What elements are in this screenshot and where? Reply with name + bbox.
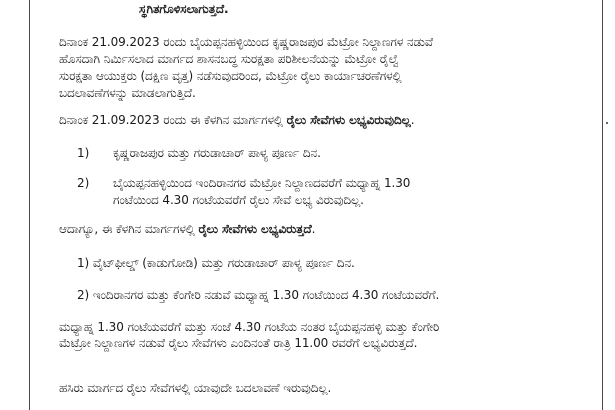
list1-item-2-line-1: ಬೈಯಪ್ಪನಹಳ್ಳಿಯಿಂದ ಇಂದಿರಾನಗರ ಮೆಟ್ರೋ ನಿಲ್ದಾಣದವರೆಗೆ ಮಧ್ಯಾಹ್ನ 1.30 (113, 176, 411, 190)
para3 (59, 222, 315, 236)
para3-prefix: ಆದಾಗ್ಯೂ, ಈ ಕೆಳಗಿನ ಮಾರ್ಗಗಳಲ್ಲಿ (59, 222, 199, 236)
para1-line-4: ಬದಲಾವಣೆಗಳನ್ನು ಮಾಡಲಾಗುತ್ತಿದೆ. (59, 86, 196, 100)
para1-line-1: ದಿನಾಂಕ 21.09.2023 ರಂದು ಬೈಯಪ್ಪನಹಳ್ಳಿಯಿಂದ ಕೃಷ್ಣರಾಜಪುರ ಮೆಟ್ರೋ ನಿಲ್ದಾಣಗಳ ನಡುವೆ (59, 35, 433, 49)
list2-item-2: 2) ಇಂದಿರಾನಗರ ಮತ್ತು ಕೆಂಗೇರಿ ನಡುವೆ ಮಧ್ಯಾಹ್ನ 1.30 ಗಂಟೆಯಿಂದ 4.30 ಗಂಟೆಯವರೆಗೆ. (77, 288, 440, 302)
para1-line-2: ಹೊಸದಾಗಿ ನಿರ್ಮಿಸಲಾದ ಮಾರ್ಗದ ಶಾಸನಬದ್ಧ ಸುರಕ್ಷತಾ ಪರಿಶೀಲನೆಯನ್ನು ಮೆಟ್ರೋ ರೈಲ್ವೆ (59, 52, 399, 66)
para2-suffix: . (410, 113, 415, 127)
para1-line-3: ಸುರಕ್ಷತಾ ಆಯುಕ್ತರು (ದಕ್ಷಿಣ ವೃತ್ತ) ನಡೆಸುವುದರಿಂದ, ಮೆಟ್ರೋ ರೈಲು ಕಾರ್ಯಾಚರಣೆಗಳಲ್ಲಿ (59, 69, 402, 83)
list1-item-1: ಕೃಷ್ಣರಾಜಪುರ ಮತ್ತು ಗರುಡಾಚಾರ್ ಪಾಳ್ಯ ಪೂರ್ಣ ದಿನ. (113, 146, 321, 160)
para2-bold: ರೈಲು ಸೇವೆಗಳು ಲಭ್ಯವಿರುವುದಿಲ್ಲ (286, 113, 411, 127)
para2-prefix: ದಿನಾಂಕ 21.09.2023 ರಂದು ಈ ಕೆಳಗಿನ ಮಾರ್ಗಗಳಲ್ಲಿ (59, 113, 287, 127)
list1-num-2: 2) (77, 176, 90, 190)
list1-num-1: 1) (77, 146, 90, 160)
heading-line: ಸ್ಥಗಿತಗೊಳಿಸಲಾಗುತ್ತದೆ. (139, 2, 229, 16)
para3-bold: ರೈಲು ಸೇವೆಗಳು ಲಭ್ಯವಿರುತ್ತದೆ (198, 222, 312, 236)
para4-line-1: ಮಧ್ಯಾಹ್ನ 1.30 ಗಂಟೆಯವರೆಗೆ ಮತ್ತು ಸಂಜೆ 4.30 ಗಂಟೆಯ ನಂತರ ಬೈಯಪ್ಪನಹಳ್ಳಿ ಮತ್ತು ಕೆಂಗೇರಿ (59, 320, 440, 334)
para4-line-2: ಮೆಟ್ರೋ ನಿಲ್ದಾಣಗಳ ನಡುವೆ ರೈಲು ಸೇವೆಗಳು ಎಂದಿನಂತೆ ರಾತ್ರಿ 11.00 ರವರೆಗೆ ಲಭ್ಯವಿರುತ್ತದೆ. (59, 336, 418, 350)
para2 (59, 113, 414, 127)
para3-suffix: . (311, 222, 316, 236)
list1-item-2-line-2: ಗಂಟೆಯಿಂದ 4.30 ಗಂಟೆಯವರೆಗೆ ರೈಲು ಸೇವೆ ಲಭ್ಯ ವಿರುವುದಿಲ್ಲ. (113, 193, 364, 207)
page-mark (606, 122, 608, 124)
para5: ಹಸಿರು ಮಾರ್ಗದ ರೈಲು ಸೇವೆಗಳಲ್ಲಿ ಯಾವುದೇ ಬದಲಾವಣೆ ಇರುವುದಿಲ್ಲ. (59, 381, 332, 395)
list2-item-1: 1) ವೈಟ್‌ಫೀಲ್ಡ್ (ಕಾಡುಗೋಡಿ) ಮತ್ತು ಗರುಡಾಚಾರ್ ಪಾಳ್ಯ ಪೂರ್ಣ ದಿನ. (77, 256, 355, 270)
